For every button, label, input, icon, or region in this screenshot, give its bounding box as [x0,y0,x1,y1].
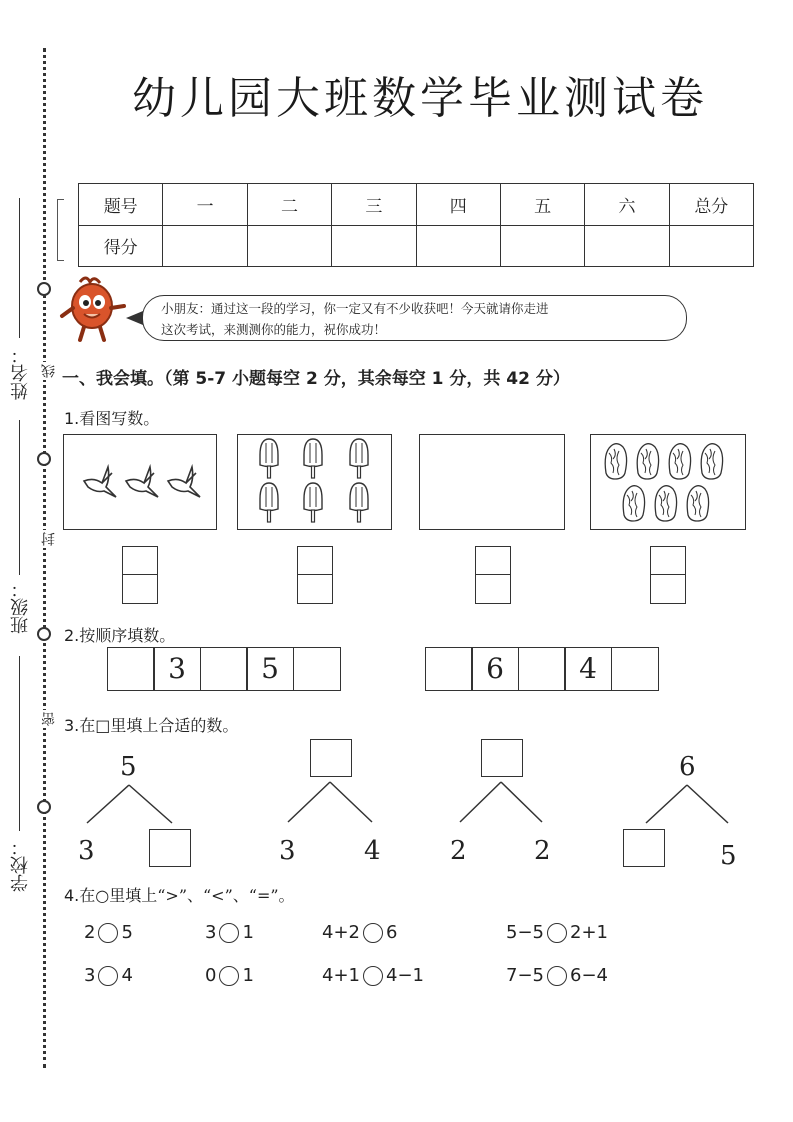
cabbage-icon [687,486,708,521]
compare-right: 2+1 [570,922,608,943]
question-number: 2. [64,626,80,645]
sequence-cell[interactable] [518,647,566,691]
tree-2-left: 3 [279,836,296,866]
header-cell: 题号 [79,184,163,226]
popsicle-icon [260,483,278,522]
picture-box-popsicles [237,434,392,530]
compare-circle[interactable] [547,966,567,986]
sequence-cell: 5 [246,647,294,691]
compare-circle[interactable] [219,923,239,943]
cabbage-icon [701,444,722,479]
table-bracket [57,199,64,261]
question-3-title [64,713,238,736]
tree-1-top: 5 [120,752,137,782]
bird-icon [84,467,116,497]
tree-3-branches [458,782,544,824]
tree-1-left: 3 [78,836,95,866]
cabbage-icon [605,444,626,479]
question-text: 在□里填上合适的数。 [79,716,239,735]
question-text: 按顺序填数。 [79,626,176,645]
compare-circle[interactable] [219,966,239,986]
score-table-header-row [79,184,754,226]
tree-2-top-box[interactable] [310,739,352,777]
score-cell[interactable] [163,225,247,267]
header-cell: 二 [247,184,331,226]
tree-2-right: 4 [364,836,381,866]
answer-box-popsicles[interactable] [297,546,333,604]
header-cell: 总分 [669,184,753,226]
popsicle-icon [260,439,278,478]
compare-left: 2 [84,922,96,943]
compare-item [322,965,424,986]
sequence-cell: 3 [153,647,201,691]
score-cell[interactable] [585,225,669,267]
score-row-label: 得分 [79,225,163,267]
header-cell: 一 [163,184,247,226]
question-text: 在○里填上“>”、“<”、“=”。 [79,886,295,905]
question-1-title [64,406,159,429]
question-number: 4. [64,886,80,905]
binding-hole [37,800,51,814]
picture-box-empty[interactable] [419,434,565,530]
score-cell[interactable] [332,225,416,267]
compare-item [205,922,254,943]
binding-hole [37,627,51,641]
intro-line-1: 小朋友：通过这一段的学习，你一定又有不少收获吧！今天就请你走进 [161,301,549,316]
picture-box-cabbages [590,434,746,530]
compare-right: 4 [121,965,133,986]
cabbage-icon [669,444,690,479]
sequence-cell[interactable] [611,647,659,691]
question-number: 1. [64,409,80,428]
score-table-score-row [79,225,754,267]
question-4-title [64,883,295,906]
compare-item [205,965,254,986]
compare-right: 4−1 [386,965,424,986]
compare-left: 3 [205,922,217,943]
compare-item [506,922,608,943]
sequence-cell[interactable] [107,647,155,691]
compare-item [84,922,133,943]
header-cell: 六 [585,184,669,226]
tree-1-right-box[interactable] [149,829,191,867]
score-cell[interactable] [416,225,500,267]
bird-icon [168,467,200,497]
header-cell: 四 [416,184,500,226]
score-cell[interactable] [669,225,753,267]
compare-left: 7−5 [506,965,544,986]
compare-left: 3 [84,965,96,986]
compare-right: 1 [242,965,254,986]
score-cell[interactable] [247,225,331,267]
sequence-a [108,647,341,689]
compare-right: 1 [242,922,254,943]
compare-item [84,965,133,986]
tree-3-top-box[interactable] [481,739,523,777]
school-write-line[interactable] [19,656,20,831]
cabbage-icon [623,486,644,521]
cabbage-icon [655,486,676,521]
compare-circle[interactable] [98,966,118,986]
score-table [78,183,754,267]
class-label: 班级： [10,580,31,634]
answer-box-birds[interactable] [122,546,158,604]
tree-3-right: 2 [534,836,551,866]
compare-right: 5 [121,922,133,943]
sequence-cell[interactable] [200,647,248,691]
compare-right: 6 [386,922,398,943]
tree-1-branches [84,785,174,825]
compare-circle[interactable] [547,923,567,943]
compare-item [322,922,397,943]
page-title: 幼儿园大班数学毕业测试卷 [132,73,708,124]
compare-left: 4+1 [322,965,360,986]
cabbage-icon [637,444,658,479]
popsicle-icon [304,483,322,522]
compare-circle[interactable] [98,923,118,943]
popsicle-icon [304,439,322,478]
tree-4-branches [644,785,730,825]
name-label: 姓名： [10,346,31,400]
mascot-icon [60,276,126,344]
score-cell[interactable] [500,225,584,267]
compare-circle[interactable] [363,923,383,943]
name-write-line[interactable] [19,198,20,338]
sequence-b [426,647,659,689]
sequence-cell: 6 [471,647,519,691]
section-1-heading: 一、我会填。（第 5-7 小题每空 2 分，其余每空 1 分，共 42 分） [62,369,570,389]
picture-box-birds [63,434,217,530]
intro-speech-bubble [142,295,687,341]
popsicle-icon [350,483,368,522]
speech-bubble-tail [126,311,143,325]
binding-dotted-line [43,48,46,1068]
tree-4-right: 5 [720,841,737,871]
compare-item [506,965,608,986]
bird-icon [126,467,158,497]
binding-hole [37,452,51,466]
answer-box-cabbages[interactable] [650,546,686,604]
question-text: 看图写数。 [79,409,160,428]
header-cell: 五 [500,184,584,226]
margin-word-line: 线 [41,364,57,378]
header-cell: 三 [332,184,416,226]
compare-circle[interactable] [363,966,383,986]
tree-4-left-box[interactable] [623,829,665,867]
compare-left: 4+2 [322,922,360,943]
binding-hole [37,282,51,296]
tree-3-left: 2 [450,836,467,866]
sequence-cell: 4 [564,647,612,691]
compare-left: 5−5 [506,922,544,943]
intro-line-2: 这次考试，来测测你的能力，祝你成功！ [161,322,387,337]
question-2-title [64,623,175,646]
sequence-cell[interactable] [425,647,473,691]
compare-left: 0 [205,965,217,986]
answer-box-empty[interactable] [475,546,511,604]
sequence-cell[interactable] [293,647,341,691]
compare-right: 6−4 [570,965,608,986]
popsicle-icon [350,439,368,478]
tree-2-branches [286,782,376,824]
school-label: 学校： [10,838,31,892]
class-write-line[interactable] [19,420,20,575]
margin-word-secret: 密 [41,712,57,726]
question-number: 3. [64,716,80,735]
tree-4-top: 6 [679,752,696,782]
margin-word-seal: 封 [41,532,57,546]
